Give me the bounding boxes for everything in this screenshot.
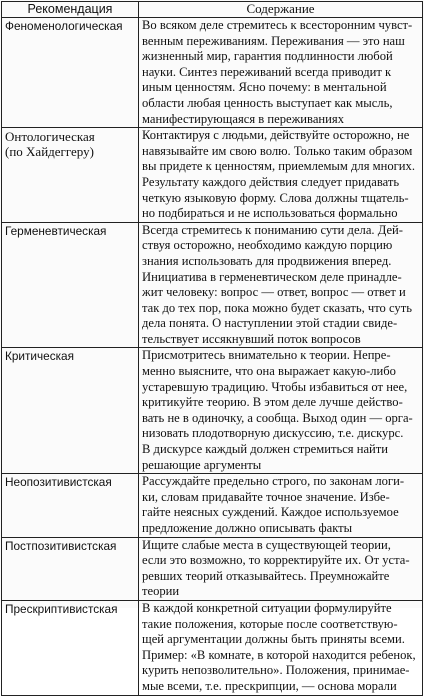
recommendation-name-line: Онтологическая — [5, 129, 95, 145]
recommendation-content — [139, 537, 423, 600]
content-line: курить непозволительно». Положения, принимае- — [142, 663, 410, 678]
content-line: навязывайте им свою волю. Только таким образом — [142, 143, 413, 158]
content-line: устаревшую традицию. Чтобы избавиться от нее, — [142, 379, 408, 394]
content-line: В каждой конкретной ситуации формулируйте — [142, 600, 392, 615]
recommendation-name — [2, 128, 139, 223]
recommendation-name-line: Феноменологическая — [5, 19, 123, 33]
content-line: Во всяком деле стремитесь к всесторонним чувст- — [142, 18, 413, 32]
content-line: четкую языковую форму. Слова должны тщатель- — [142, 190, 409, 205]
content-line: ствуя осторожно, необходимо каждую порцию — [142, 238, 393, 253]
content-line: Всегда стремитесь к пониманию сути дела. Дей- — [142, 222, 403, 237]
header-row — [2, 2, 423, 18]
table-row — [2, 600, 423, 695]
content-line: Рассуждайте предельно строго, по законам логи- — [142, 474, 405, 489]
content-line: но подбираться и не использоваться формально — [142, 206, 398, 221]
recommendation-name — [2, 348, 139, 474]
content-line: предложение должно описывать факты — [142, 521, 353, 535]
table-row — [2, 348, 423, 474]
content-line: Присмотритесь внимательно к теории. Непре- — [142, 348, 391, 363]
content-line: ки, словам придавайте точное значение. Избе- — [142, 489, 390, 504]
content-line: ревших теорий отказывайтесь. Преумножайте — [142, 568, 390, 583]
recommendation-name-line: Критическая — [5, 349, 74, 364]
content-line: вы придете к ценностям, приемлемым для многих. — [142, 159, 415, 174]
recommendation-name — [2, 18, 139, 128]
content-line: Инициатива в герменевтическом деле принадле- — [142, 269, 402, 284]
content-line: гайте неясных суждений. Каждое используемое — [142, 505, 399, 520]
content-line: если это возможно, то корректируйте их. От уста- — [142, 553, 410, 568]
recommendation-content — [139, 474, 423, 537]
content-line: теории — [142, 584, 180, 599]
content-line: решающие аргументы — [142, 457, 262, 472]
table-row — [2, 128, 423, 223]
recommendation-content — [139, 128, 423, 223]
content-line: мые всеми, т.е. прескрипции, — основа морали — [142, 678, 397, 693]
content-line: венным переживаниям. Переживания — это наш — [142, 33, 405, 48]
recommendation-name-line: Неопозитивистская — [5, 475, 112, 490]
recommendation-name-line: (по Хайдеггеру) — [5, 144, 94, 160]
content-line: менно выясните, что она выражает какую-либо — [142, 364, 396, 379]
header-content: Содержание — [139, 2, 423, 18]
content-line: так до тех пор, пока можно будет сказать, что суть — [142, 300, 412, 315]
table-header — [2, 2, 423, 18]
recommendation-content — [139, 348, 423, 474]
recommendation-name — [2, 222, 139, 348]
recommendation-name — [2, 600, 139, 695]
content-line: дела понята. О наступлении этой стадии свиде- — [142, 316, 398, 331]
content-line: области любая ценность выступает как мысль, — [142, 95, 393, 110]
table-body — [2, 18, 423, 696]
content-line: В дискурсе каждый должен стремиться найти — [142, 442, 389, 457]
table-row — [2, 222, 423, 348]
content-line: жит человеку: вопрос — ответ, вопрос — ответ и — [142, 285, 406, 300]
recommendation-content — [139, 222, 423, 348]
content-line: науки. Синтез переживаний всегда приводит к — [142, 64, 392, 79]
recommendation-name — [2, 474, 139, 537]
recommendation-name — [2, 537, 139, 600]
recommendation-content — [139, 18, 423, 128]
header-recommendation: Рекомендация — [2, 2, 139, 18]
recommendation-content — [139, 600, 423, 695]
content-line: иным ценностям. Ясно почему: в ментальной — [142, 80, 387, 95]
content-line: знания использовать для продвижения вперед. — [142, 253, 392, 268]
table-row — [2, 18, 423, 128]
content-line: жизненный мир, гарантия подлинности любой — [142, 49, 393, 64]
content-line: вать не в одиночку, а сообща. Выход один — орга- — [142, 410, 413, 425]
content-line: низовать плодотворную дискуссию, т.е. дискурс. — [142, 426, 404, 441]
table-row — [2, 537, 423, 600]
content-line: Контактируя с людьми, действуйте осторожно, не — [142, 128, 410, 143]
content-line: Пример: «В комнате, в которой находится ребенок, — [142, 647, 416, 662]
content-line: тельствует иссякнувший поток вопросов — [142, 331, 361, 346]
recommendations-table — [1, 1, 423, 696]
content-line: критикуйте теорию. В этом деле лучше действо- — [142, 395, 403, 410]
content-line: Результату каждого действия следует придавать — [142, 174, 400, 189]
content-line: Ищите слабые места в существующей теории, — [142, 537, 391, 552]
table-row — [2, 474, 423, 537]
content-line: такие положения, которые после соответствую- — [142, 616, 398, 631]
recommendation-name-line: Прескриптивистская — [5, 601, 118, 616]
recommendation-name-line: Постпозитивистская — [5, 538, 117, 553]
recommendation-name-line: Герменевтическая — [5, 223, 107, 238]
content-line: щей аргументации должны быть приняты всеми. — [142, 632, 405, 647]
content-line: манифестирующаяся в переживаниях — [142, 111, 344, 126]
